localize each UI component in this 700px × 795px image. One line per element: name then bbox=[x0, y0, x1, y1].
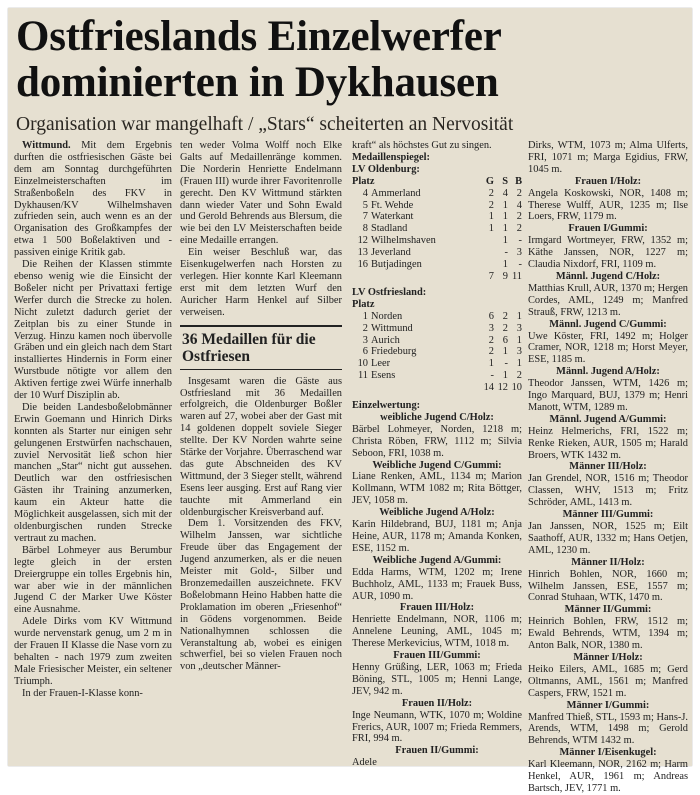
table-cell-team: Norden bbox=[371, 310, 403, 322]
table-cell-s: 1 bbox=[502, 370, 508, 382]
table-cell-b: 2 bbox=[516, 187, 522, 199]
category-results: Jan Janssen, NOR, 1525 m; Eilt Saathoff, AUR, 1332 m; Hans Oetjen, AML, 1230 m. bbox=[528, 521, 688, 556]
category-title: Männer II/Holz: bbox=[571, 556, 645, 568]
category-title: Männl. Jugend C/Holz: bbox=[555, 270, 661, 282]
table-cell-b: 2 bbox=[516, 223, 522, 235]
category-results: Theodor Janssen, WTM, 1426 m; Ingo Marquard, BUJ, 1379 m; Henri Manott, WTM, 1289 m. bbox=[528, 378, 688, 413]
category-title: Männer I/Holz: bbox=[573, 651, 643, 663]
category-title: Frauen I/Gummi: bbox=[568, 223, 648, 235]
category-results: Karl Kleemann, NOR, 2162 m; Harm Henkel, AUR, 1961 m; Andreas Bartsch, JEV, 1771 m. bbox=[528, 759, 688, 794]
table-cell-place: 13 bbox=[357, 247, 368, 259]
table-row bbox=[352, 200, 522, 212]
table-cell-b: - bbox=[518, 235, 522, 247]
paragraph: Mit dem Ergebnis durften die ostfriesischen Gäste bei dem am Sonntag durchgeführten Einzelmeisterschaften im Straßenboßeln des FKV in Dykhausen/KV Wilhelmshaven zufrieden sein, auch wenn es an der Organisation des Großkampfes der etwa 1 500 Boßelaktiven und -passiven einige Kritik gab. bbox=[14, 140, 172, 259]
table-cell-team: Friedeburg bbox=[371, 346, 417, 358]
table-cell-b: 1 bbox=[516, 310, 522, 322]
category-results: Liane Renken, AML, 1134 m; Marion Kollmann, WTM 1082 m; Rita Böttger, JEV, 1058 m. bbox=[352, 471, 522, 507]
table-cell-team: Butjadingen bbox=[371, 259, 422, 271]
table-cell-place: 1 bbox=[362, 310, 368, 322]
category-title: Frauen III/Gummi: bbox=[393, 650, 481, 662]
category-title: Männer III/Holz: bbox=[569, 461, 647, 473]
table-row bbox=[352, 370, 522, 382]
table-cell-team: Jeverland bbox=[371, 247, 411, 259]
table-header: Platz G S B bbox=[352, 175, 522, 187]
table-row bbox=[352, 211, 522, 223]
paragraph: Insgesamt waren die Gäste aus Ostfriesland mit 36 Medaillen erfolgreich, die Oldenburger Boßler waren auf 27, wobei aber der Gast mit 14 goldenen doppelt soviele Sieger stellte. Der KV Norden wahrte seine Stärke der Vorjahre. Überraschend war das gute Abschneiden des KV Wittmund, der 3 Sieger stellt, während Esens leer ausging. Erst auf Rang vier tauchte mit Ammerland ein oldenburgischer Kreisverband auf. bbox=[180, 375, 342, 518]
column-3 bbox=[352, 140, 522, 769]
table-cell-place: 16 bbox=[357, 259, 368, 271]
category-title: Weibliche Jugend A/Holz: bbox=[379, 507, 495, 519]
category-results: Edda Harms, WTM, 1202 m; Irene Buchholz, AML, 1133 m; Frauek Buss, AUR, 1090 m. bbox=[352, 566, 522, 602]
table-cell-place: 10 bbox=[357, 358, 368, 370]
column-2 bbox=[180, 140, 342, 673]
table-cell-b: 3 bbox=[516, 322, 522, 334]
table-row bbox=[352, 188, 522, 200]
table-cell-s: 1 bbox=[502, 223, 508, 235]
table-cell-team: Wilhelmshaven bbox=[371, 235, 436, 247]
table-cell-b: 1 bbox=[516, 334, 522, 346]
category-results: Manfred Thieß, STL, 1593 m; Hans-J. Arends, WTM, 1498 m; Gerold Behrends, WTM 1432 m. bbox=[528, 711, 688, 747]
category-results: Inge Neumann, WTK, 1070 m; Woldine Frerics, AUR, 1007 m; Frieda Remmers, FRI, 994 m. bbox=[352, 709, 522, 745]
section-heading: 36 Medaillen für die Ostfriesen bbox=[180, 325, 342, 370]
table-cell-g bbox=[480, 259, 494, 271]
table-cell-g: 1 bbox=[488, 223, 494, 235]
table-cell-g: 2 bbox=[488, 346, 494, 358]
paragraph: Dirks, WTM, 1073 m; Alma Ulferts, FRI, 1071 m; Marga Egidius, FRW, 1045 m. bbox=[528, 140, 688, 175]
category-title: Männl. Jugend C/Gummi: bbox=[549, 318, 667, 330]
table-cell-s: 1 bbox=[502, 211, 508, 223]
table-cell-team: Leer bbox=[371, 358, 391, 370]
table-cell-b: 3 bbox=[516, 247, 522, 259]
table-cell-g bbox=[480, 247, 494, 259]
category-results: Heiko Eilers, AML, 1685 m; Gerd Oltmanns, AML, 1561 m; Manfred Caspers, FRW, 1521 m. bbox=[528, 663, 688, 699]
table-cell-b: - bbox=[518, 259, 522, 271]
headline bbox=[16, 14, 686, 106]
category-title: Männer III/Gummi: bbox=[562, 509, 654, 521]
subheadline: Organisation war mangelhaft / „Stars“ scheiterten an Nervosität bbox=[16, 114, 514, 135]
table-cell-team: Aurich bbox=[371, 334, 400, 346]
category-results: Adele bbox=[352, 757, 377, 769]
paragraph: kraft“ als höchstes Gut zu singen. bbox=[352, 140, 492, 151]
table-row bbox=[352, 235, 522, 247]
table-cell-team: Wittmund bbox=[371, 322, 413, 334]
paragraph: Dem 1. Vorsitzenden des FKV, Wilhelm Janssen, war sichtliche Freude über das Engagement der Jugend anzumerken, als er die neuen Meister mit Gold-, Silber und Bronzemedaillen auszeichnete. FKV Boßelobmann Heino Habben hatte die Proklamation im oberen „Friesenhof“ in Gödens vorgenommen. Beide Nationalhymnen schlossen die Veranstaltung ab, wobei es einigen schwerfiel, bei so vielen Frauen noch von „deutscher Männer- bbox=[180, 518, 342, 673]
table-cell-s: 1 bbox=[502, 259, 508, 271]
table-cell-team: Esens bbox=[371, 370, 396, 382]
paragraph: ten weder Volma Wolff noch Elke Galts auf Medaillenränge kommen. Die Norderin Henriette Endelmann (Frauen III) wurde ihrer Favoritenrolle gerecht. Den KV Wittmund stärkten dann wieder Vater und Sohn Ewald und Gerold Behrends aus Blersum, die wie bei den LV Meisterschaften beide eine Medaille errangen. bbox=[180, 140, 342, 247]
category-title: Männer I/Eisenkugel: bbox=[559, 747, 657, 759]
table-cell-b: 1 bbox=[516, 358, 522, 370]
table-cell-place: 6 bbox=[362, 346, 368, 358]
category-title: Frauen III/Holz: bbox=[399, 602, 475, 614]
category-title: Frauen I/Holz: bbox=[574, 175, 642, 187]
paragraph: Die Reihen der Klassen stimmte ebenso wenig wie die Einsicht der Boßeler nicht per Privattaxi fertige Werfer durch die Strecke zu holen. Nicht zuletzt dadurch geriet der Zeitplan bis zu einer Stunde in Verzug. Hinzu kamen noch übervolle Gräben und ein gleich nach dem Start installiertes Hindernis in Form einer Wurstbude nötigte vor allem den Aktiven fertige zwei Würfe innerhalb der 10 Wurf Disziplin ab. bbox=[14, 259, 172, 402]
table-cell-team: Stadland bbox=[371, 223, 408, 235]
table-cell-team: Ft. Wehde bbox=[371, 199, 414, 211]
table-cell-team: Ammerland bbox=[371, 187, 421, 199]
table-cell-g: 1 bbox=[488, 358, 494, 370]
table-cell-b: 4 bbox=[516, 199, 522, 211]
category-title: weibliche Jugend C/Holz: bbox=[380, 411, 494, 423]
column-4 bbox=[528, 140, 688, 795]
paragraph: Adele Dirks vom KV Wittmund wurde nervenstark genug, um 2 m in der Frauen II Klasse die Nase vorn zu behalten - nach 1979 zum zweiten Male Friesischer Meister, ein seltener Triumph. bbox=[14, 616, 172, 687]
table-cell-place: 12 bbox=[357, 235, 368, 247]
table-cell-g: 2 bbox=[488, 199, 494, 211]
medals-heading: Medaillenspiegel: bbox=[352, 151, 430, 163]
table-header: Platz bbox=[352, 298, 375, 310]
category-title: Männl. Jugend A/Gummi: bbox=[549, 413, 667, 425]
category-results: Heinz Helmerichs, FRI, 1522 m; Renke Rieken, AUR, 1505 m; Harald Broers, WTK 1432 m. bbox=[528, 425, 688, 461]
table-row bbox=[352, 247, 522, 259]
category-results: Hinrich Bohlen, NOR, 1660 m; Wilhelm Janssen, ESE, 1557 m; Conrad Stuhaan, WTK, 1470 m. bbox=[528, 568, 688, 604]
paragraph: Ein weiser Beschluß war, das Eisenkugelwerfen nach Horsten zu verlegen. Hier konnte Karl Kleemann erst mit dem letzten Wurf den Auricher Harm Henkel auf Silber verweisen. bbox=[180, 247, 342, 318]
table-cell-s: 4 bbox=[502, 187, 508, 199]
table-cell-place: 5 bbox=[362, 199, 368, 211]
category-results: Matthias Krull, AUR, 1370 m; Hergen Cordes, AML, 1249 m; Manfred Strauß, FRW, 1213 m. bbox=[528, 282, 688, 318]
category-title: Männer II/Gummi: bbox=[564, 604, 652, 616]
category-results: Irmgard Wortmeyer, FRW, 1352 m; Käthe Janssen, NOR, 1227 m; Claudia Nixdorf, FRI, 1109 m. bbox=[528, 235, 688, 271]
category-results: Karin Hildebrand, BUJ, 1181 m; Anja Heine, AUR, 1178 m; Amanda Konken, ESE, 1152 m. bbox=[352, 519, 522, 554]
category-title: Männer I/Gummi: bbox=[566, 699, 650, 711]
medals-table-oldenburg bbox=[352, 176, 522, 283]
category-title: Weibliche Jugend C/Gummi: bbox=[372, 459, 502, 471]
results-list bbox=[528, 176, 688, 795]
table-row bbox=[352, 335, 522, 347]
category-results: Bärbel Lohmeyer, Norden, 1218 m; Christa Röben, FRW, 1112 m; Silvia Seboon, FRI, 1038 m. bbox=[352, 423, 522, 459]
table-total-row: 7 9 11 bbox=[488, 270, 522, 282]
table-cell-s: - bbox=[504, 247, 508, 259]
table-row bbox=[352, 311, 522, 323]
table-cell-g bbox=[480, 235, 494, 247]
category-results: Henriette Endelmann, NOR, 1106 m; Annelene Leuning, AML, 1045 m; Therese Merkevicius, WTM, 1018 m. bbox=[352, 614, 522, 650]
table-cell-g: 2 bbox=[488, 334, 494, 346]
category-results: Angela Koskowski, NOR, 1408 m; Therese Wulff, AUR, 1235 m; Ilse Loers, FRW, 1179 m. bbox=[528, 187, 688, 223]
headline-line-1: Ostfrieslands Einzelwerfer bbox=[16, 13, 502, 60]
lv-oldenburg-heading: LV Oldenburg: bbox=[352, 163, 420, 175]
table-cell-s: 2 bbox=[502, 310, 508, 322]
table-cell-s: 1 bbox=[502, 235, 508, 247]
table-cell-b: 3 bbox=[516, 346, 522, 358]
table-cell-g: 1 bbox=[488, 211, 494, 223]
dateline: Wittmund. bbox=[22, 140, 71, 151]
table-cell-place: 8 bbox=[362, 223, 368, 235]
table-cell-place: 7 bbox=[362, 211, 368, 223]
table-cell-g: 6 bbox=[488, 310, 494, 322]
column-1 bbox=[14, 140, 172, 700]
single-results-heading: Einzelwertung: bbox=[352, 400, 421, 412]
table-row bbox=[352, 358, 522, 370]
table-row bbox=[352, 346, 522, 358]
lv-ostfriesland-heading: LV Ostfriesland: bbox=[352, 286, 427, 298]
table-cell-s: 1 bbox=[502, 346, 508, 358]
table-row bbox=[352, 259, 522, 271]
table-cell-team: Waterkant bbox=[371, 211, 414, 223]
table-cell-b: 2 bbox=[516, 211, 522, 223]
paragraph: Die beiden Landesboßelobmänner Erwin Goemann und Hinrich Dirks konnten als Starter nur einigen sehr gelungenen Erstwürfen nachschauen, zuviel Nervosität ließ schon hier manchen „Star“ nicht gut aussehen. Deutlich war den ostfriesischen Gästen ihr Training anzumerken, kaum ein Akteur hatte die Möglichkeit ausgelassen, sich mit der oldenburgischen runden Strecke vertraut zu machen. bbox=[14, 401, 172, 544]
table-cell-s: 6 bbox=[502, 334, 508, 346]
table-cell-place: 2 bbox=[362, 322, 368, 334]
table-cell-s: - bbox=[504, 358, 508, 370]
table-row bbox=[352, 223, 522, 235]
headline-line-2: dominierten in Dykhausen bbox=[16, 59, 499, 106]
category-title: Frauen II/Holz: bbox=[401, 697, 473, 709]
paragraph: Bärbel Lohmeyer aus Berumbur legte gleich in der ersten Dreiergruppe ein tolles Ergebnis hin, war aber wie in der männlichen Jugend C der Marker Uwe Köster eine Ausnahme. bbox=[14, 544, 172, 616]
category-title: Weibliche Jugend A/Gummi: bbox=[372, 554, 502, 566]
table-cell-place: 3 bbox=[362, 334, 368, 346]
medals-table-ostfriesland bbox=[352, 299, 522, 394]
table-cell-place: 4 bbox=[362, 187, 368, 199]
table-cell-b: 2 bbox=[516, 370, 522, 382]
category-results: Uwe Köster, FRI, 1492 m; Holger Cramer, NOR, 1218 m; Horst Meyer, ESE, 1185 m. bbox=[528, 330, 688, 366]
paragraph: In der Frauen-I-Klasse konn- bbox=[22, 687, 143, 699]
category-results: Henny Grüßing, LER, 1063 m; Frieda Böning, STL, 1005 m; Henni Lange, JEV, 942 m. bbox=[352, 661, 522, 697]
table-total-row: 14 12 10 bbox=[483, 382, 522, 394]
table-cell-g: 3 bbox=[488, 322, 494, 334]
category-title: Männl. Jugend A/Holz: bbox=[556, 366, 660, 378]
results-list bbox=[352, 412, 522, 769]
table-cell-g: - bbox=[490, 370, 494, 382]
category-results: Heinrich Bohlen, FRW, 1512 m; Ewald Behrends, WTM, 1394 m; Anton Balk, NOR, 1380 m. bbox=[528, 616, 688, 652]
table-row bbox=[352, 323, 522, 335]
table-cell-s: 2 bbox=[502, 322, 508, 334]
table-cell-s: 1 bbox=[502, 199, 508, 211]
table-cell-place: 11 bbox=[357, 370, 368, 382]
table-cell-g: 2 bbox=[488, 187, 494, 199]
category-title: Frauen II/Gummi: bbox=[395, 745, 479, 757]
category-results: Jan Grendel, NOR, 1516 m; Theodor Classen, WHV, 1513 m; Fritz Schröder, AML, 1413 m. bbox=[528, 473, 688, 509]
